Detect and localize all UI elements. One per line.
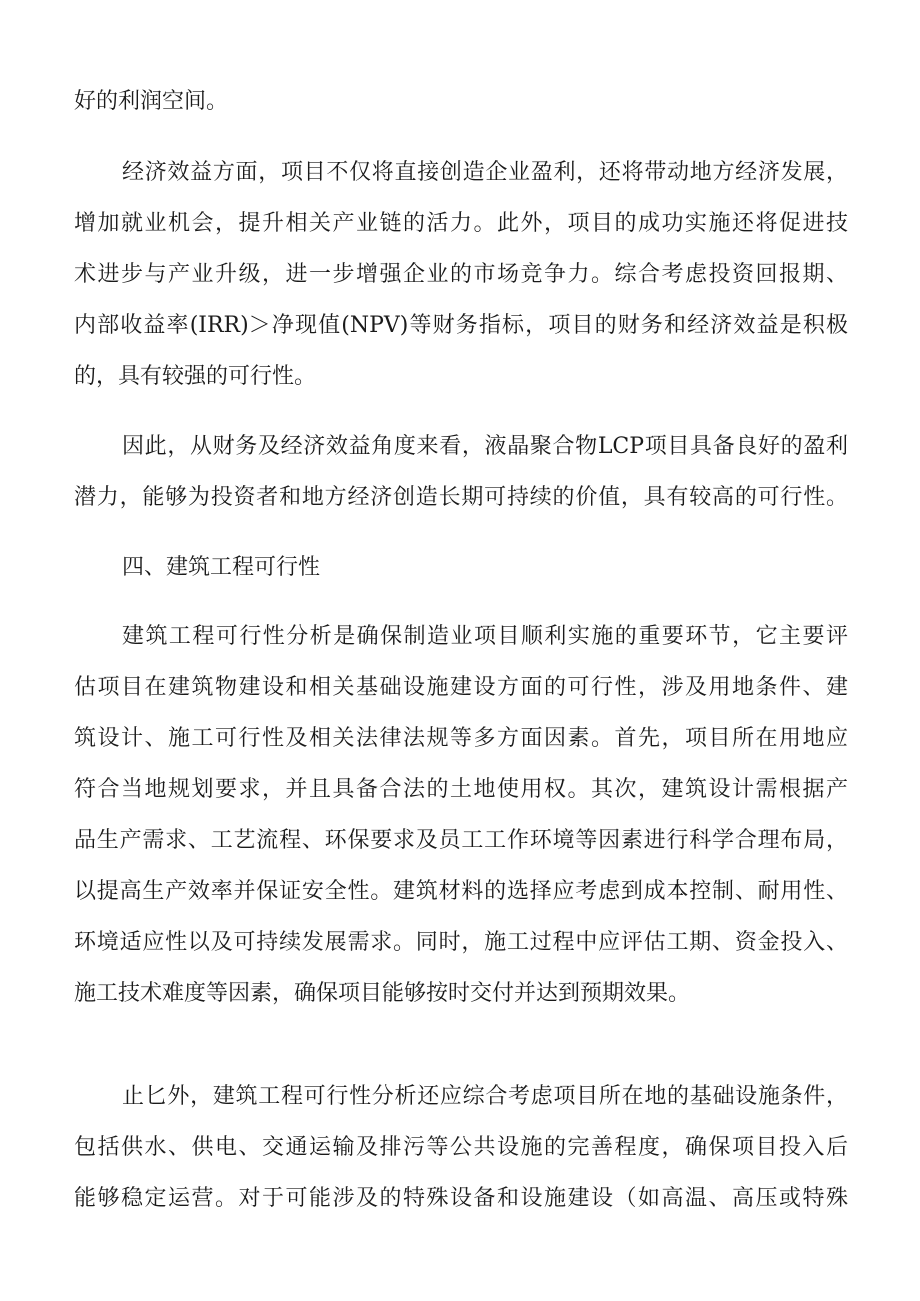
text-line: 的，具有较强的可行性。 [74,364,317,389]
section-heading: 四、建筑工程可行性 [122,555,321,580]
text-line: 止匕外，建筑工程可行性分析还应综合考虑项目所在地的基础设施条件， [122,1084,848,1109]
text-line: 好的利润空间。 [74,89,229,114]
text-line: 施工技术难度等因素，确保项目能够按时交付并达到预期效果。 [74,981,691,1006]
text-line: 术进步与产业升级，进一步增强企业的市场竞争力。综合考虑投资回报期、 [74,262,848,287]
text-line: 建筑工程可行性分析是确保制造业项目顺利实施的重要环节，它主要评 [122,624,848,649]
text-line: 增加就业机会，提升相关产业链的活力。此外，项目的成功实施还将促进技 [74,211,848,236]
text-line: 内部收益率(IRR)＞净现值(NPV)等财务指标，项目的财务和经济效益是积极 [74,313,848,338]
text-line: 品生产需求、工艺流程、环保要求及员工工作环境等因素进行科学合理布局， [74,828,848,853]
text-line: 符合当地规划要求，并且具备合法的土地使用权。其次，建筑设计需根据产 [74,777,848,802]
text-line: 包括供水、供电、交通运输及排污等公共设施的完善程度，确保项目投入后 [74,1135,848,1160]
text-line: 估项目在建筑物建设和相关基础设施建设方面的可行性，涉及用地条件、建 [74,675,848,700]
text-line: 潜力，能够为投资者和地方经济创造长期可持续的价值，具有较高的可行性。 [74,485,848,510]
text-line: 筑设计、施工可行性及相关法律法规等多方面因素。首先，项目所在用地应 [74,726,848,751]
text-line: 能够稳定运营。对于可能涉及的特殊设备和设施建设（如高温、高压或特殊 [74,1186,848,1211]
text-line: 以提高生产效率并保证安全性。建筑材料的选择应考虑到成本控制、耐用性、 [74,879,848,904]
text-line: 经济效益方面，项目不仅将直接创造企业盈利，还将带动地方经济发展， [122,160,848,185]
text-line: 因此，从财务及经济效益角度来看，液晶聚合物LCP项目具备良好的盈利 [122,434,848,459]
text-line: 环境适应性以及可持续发展需求。同时，施工过程中应评估工期、资金投入、 [74,930,848,955]
